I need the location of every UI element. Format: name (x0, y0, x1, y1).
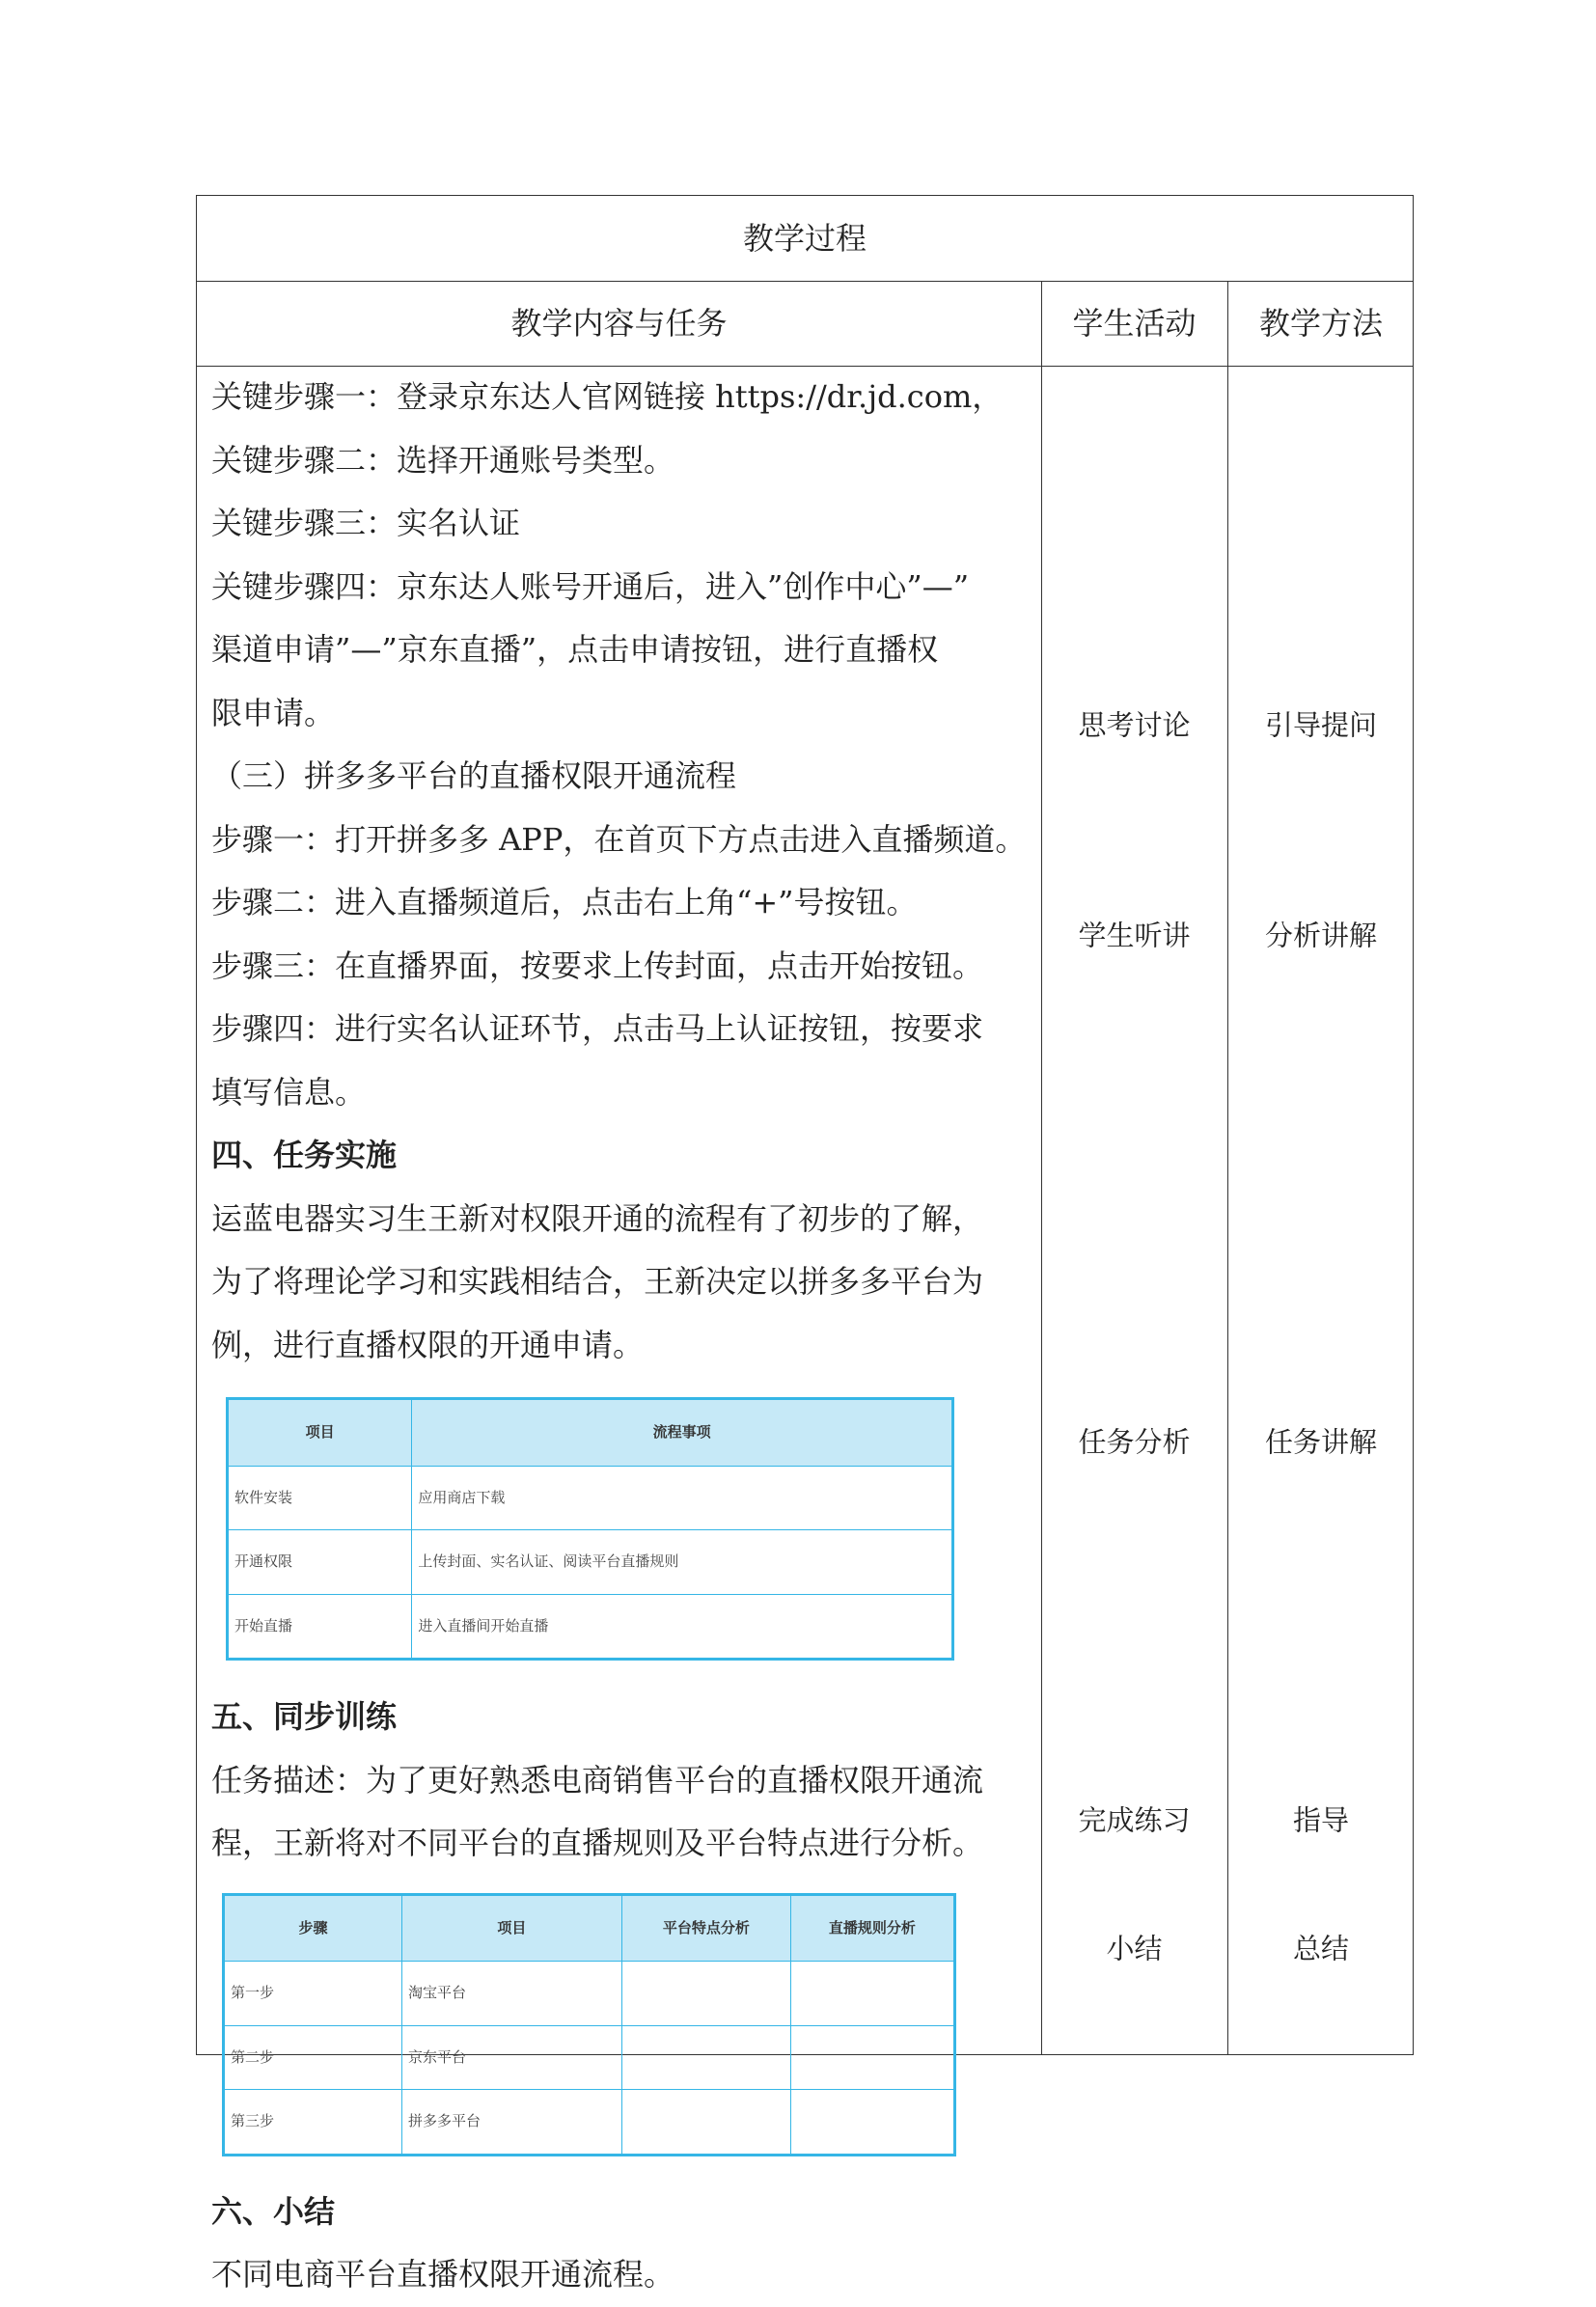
table-row (228, 1530, 953, 1595)
table-cell (621, 2090, 790, 2156)
text-line: 步骤一：打开拼多多 APP，在首页下方点击进入直播频道。 (211, 820, 1027, 858)
training-table (222, 1893, 956, 2156)
table-cell: 应用商店下载 (412, 1466, 953, 1530)
table-cell: 第二步 (224, 2025, 402, 2090)
text-line: 步骤二：进入直播频道后，点击右上角“+”号按钮。 (211, 884, 918, 920)
divider (1041, 281, 1042, 2054)
text-line: （三）拼多多平台的直播权限开通流程 (211, 757, 737, 794)
lines-block (211, 1188, 1041, 1378)
text-line: 任务描述：为了更好熟悉电商销售平台的直播权限开通流 (211, 1761, 984, 1799)
text-line: 步骤四：进行实名认证环节，点击马上认证按钮，按要求 (211, 1010, 984, 1047)
text-line: 关键步骤二：选择开通账号类型。 (211, 441, 675, 479)
activity-item: 思考讨论 (1078, 708, 1191, 742)
table-cell: 软件安装 (228, 1466, 412, 1530)
text-line: 关键步骤三：实名认证 (211, 505, 521, 541)
content-cell (211, 366, 1041, 2307)
column-header: 项目 (228, 1399, 412, 1467)
table-cell (790, 1962, 954, 2026)
table-row (224, 2090, 955, 2156)
text-line: 为了将理论学习和实践相结合，王新决定以拼多多平台为 (211, 1263, 984, 1300)
table-row (228, 1466, 953, 1530)
activity-item: 小结 (1106, 1932, 1163, 1965)
table-cell: 淘宝平台 (402, 1962, 622, 2026)
activity-item: 完成练习 (1078, 1803, 1191, 1837)
teaching-process-table (196, 195, 1414, 2293)
section-heading: 五、同步训练 (211, 1698, 398, 1735)
column-header: 步骤 (224, 1894, 402, 1962)
text-line: 限申请。 (211, 694, 336, 731)
section-heading: 四、任务实施 (211, 1137, 398, 1173)
header-content: 教学内容与任务 (510, 305, 728, 342)
table-row (224, 2025, 955, 2090)
method-item: 任务讲解 (1264, 1425, 1377, 1459)
text-line: 例，进行直播权限的开通申请。 (211, 1326, 645, 1363)
table-cell: 拼多多平台 (402, 2090, 622, 2156)
process-table (226, 1397, 954, 1661)
table-cell (621, 1962, 790, 2026)
activity-item: 学生听讲 (1078, 919, 1191, 952)
divider (1227, 281, 1228, 2054)
column-header: 直播规则分析 (790, 1894, 954, 1962)
table-cell (621, 2025, 790, 2090)
activity-item: 任务分析 (1078, 1425, 1191, 1459)
text-line: 关键步骤一：登录京东达人官网链接 https://dr.jd.com， (211, 378, 1004, 415)
column-header: 项目 (402, 1894, 622, 1962)
table-cell (790, 2025, 954, 2090)
table-cell: 进入直播间开始直播 (412, 1594, 953, 1660)
lines-block (211, 366, 1041, 1124)
text-line: 填写信息。 (211, 1073, 367, 1111)
header-method: 教学方法 (1258, 305, 1383, 342)
method-item: 总结 (1292, 1932, 1349, 1965)
table-cell (790, 2090, 954, 2156)
table-cell: 开始直播 (228, 1594, 412, 1660)
summary-text: 不同电商平台直播权限开通流程。 (211, 2256, 675, 2293)
column-header: 平台特点分析 (621, 1894, 790, 1962)
table-title: 教学过程 (742, 220, 867, 257)
table-cell: 第三步 (224, 2090, 402, 2156)
text-line: 程，王新将对不同平台的直播规则及平台特点进行分析。 (211, 1825, 984, 1861)
text-line: 关键步骤四：京东达人账号开通后，进入”创作中心”—” (211, 567, 970, 605)
table-cell: 第一步 (224, 1962, 402, 2026)
lines-block (211, 1749, 1041, 1876)
table-cell: 开通权限 (228, 1530, 412, 1595)
table-row (224, 1962, 955, 2026)
method-item: 指导 (1292, 1803, 1349, 1837)
text-line: 步骤三：在直播界面，按要求上传封面，点击开始按钮。 (211, 947, 984, 984)
method-item: 引导提问 (1264, 708, 1377, 742)
text-line: 渠道申请”—”京东直播”，点击申请按钮，进行直播权 (211, 631, 939, 668)
table-cell: 上传封面、实名认证、阅读平台直播规则 (412, 1530, 953, 1595)
table-row (228, 1594, 953, 1660)
column-header: 流程事项 (412, 1399, 953, 1467)
method-item: 分析讲解 (1264, 919, 1377, 952)
section-heading: 六、小结 (211, 2192, 336, 2230)
table-cell: 京东平台 (402, 2025, 622, 2090)
text-line: 运蓝电器实习生王新对权限开通的流程有了初步的了解， (211, 1199, 984, 1237)
header-activity: 学生活动 (1072, 305, 1197, 342)
